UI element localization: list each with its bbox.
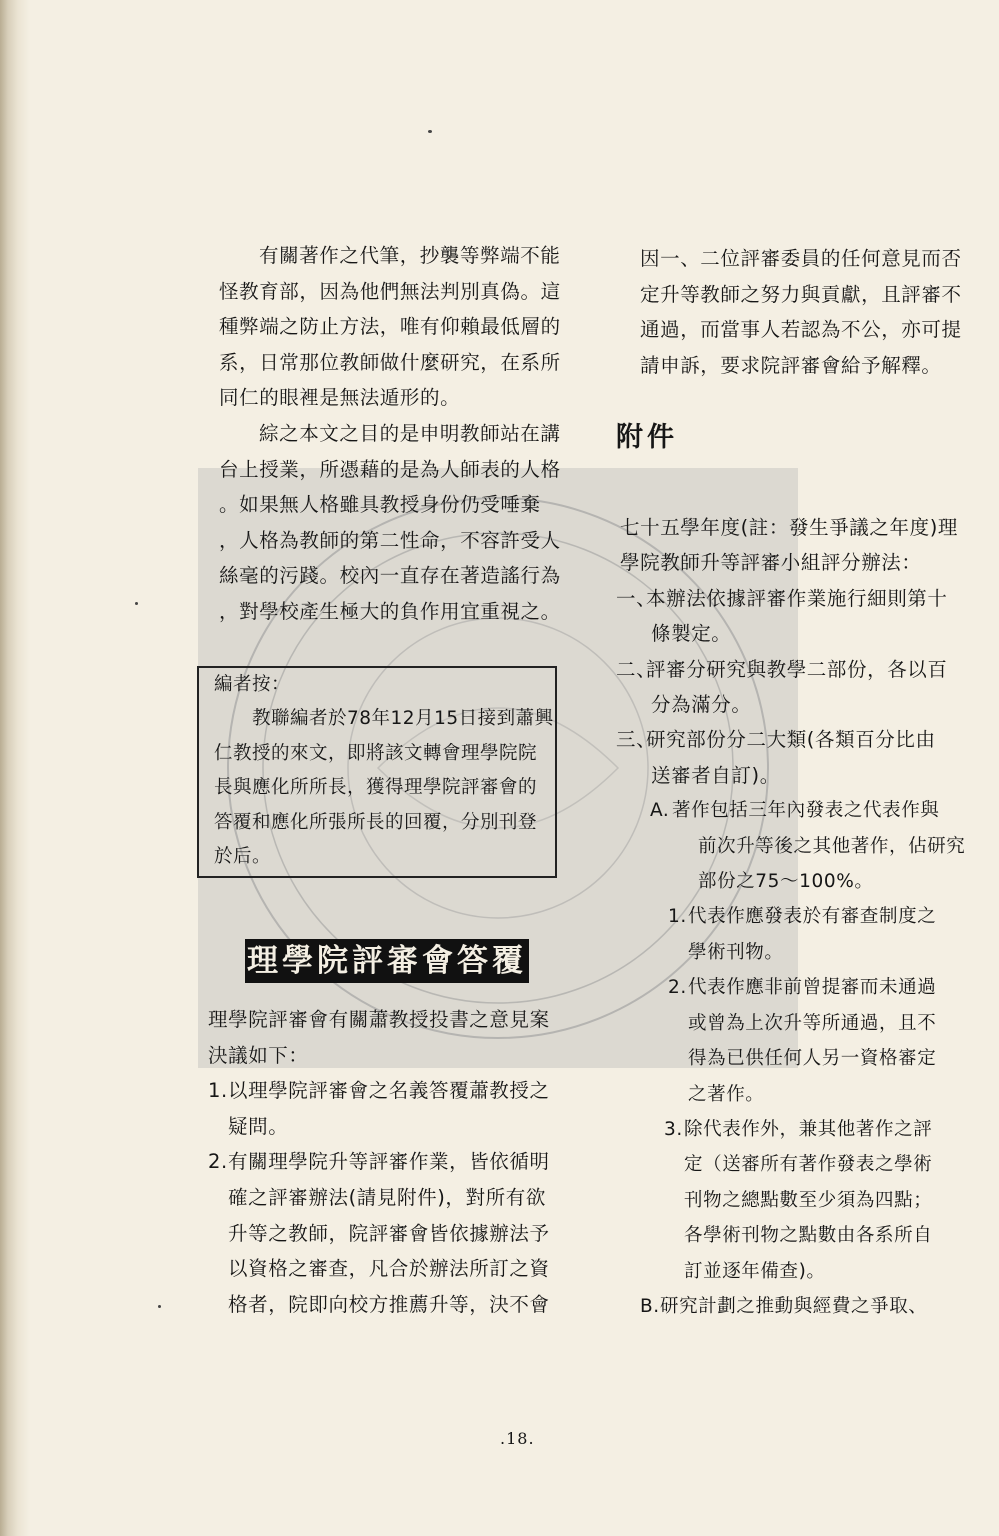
text-line: 以資格之審查，凡合於辦法所訂之資 <box>228 1257 550 1281</box>
text-line: 學院教師升等評審小組評分辦法： <box>620 551 922 575</box>
list-item <box>208 1073 548 1144</box>
text-line: 送審者自訂)。 <box>651 763 780 787</box>
text-line: 得為已供任何人另一資格審定 <box>688 1048 937 1070</box>
text-line: 定升等教師之努力與貢獻，且評審不 <box>640 282 962 306</box>
text-line: 答覆和應化所張所長的回覆，分別刊登 <box>214 811 538 833</box>
text-line: 定（送審所有著作發表之學術 <box>684 1154 933 1176</box>
text-line: 研究部份分二大類(各類百分比由 <box>646 728 936 752</box>
list-item <box>640 1289 960 1324</box>
appendix-body <box>616 510 966 1324</box>
list-item <box>668 899 960 970</box>
text-line: 部份之75～100%。 <box>698 871 874 893</box>
scan-speck <box>135 602 138 605</box>
text-line: 訂並逐年備查)。 <box>684 1260 826 1282</box>
text-line: 之著作。 <box>688 1083 765 1105</box>
appendix-title: 附件 <box>616 422 678 453</box>
text-line: 著作包括三年內發表之代表作與 <box>672 800 940 822</box>
page-binding-edge <box>0 0 30 1536</box>
list-number: 3. <box>664 1118 683 1140</box>
text-line: 分為滿分。 <box>651 693 752 717</box>
text-line: 疑問。 <box>228 1114 289 1138</box>
list-number: 2. <box>208 1150 228 1174</box>
text-line: 七十五學年度(註：發生爭議之年度)理 <box>620 516 959 539</box>
text-line: 綜之本文之目的是申明教師站在講 <box>259 421 561 445</box>
text-line: 除代表作外，兼其他著作之評 <box>684 1118 933 1140</box>
text-line: 條製定。 <box>651 622 732 646</box>
paragraph-conclusion <box>219 416 559 630</box>
text-line: 確之評審辦法(請見附件)，對所有欲 <box>228 1185 546 1209</box>
list-item <box>650 793 966 899</box>
text-line: 怪教育部，因為他們無法判別真偽。這 <box>219 279 561 303</box>
text-line: 本辦法依據評審作業施行細則第十 <box>646 586 948 610</box>
list-item <box>616 652 960 723</box>
text-line: 各學術刊物之點數由各系所自 <box>684 1225 933 1247</box>
list-number: 2. <box>668 977 687 999</box>
editor-note-label: 編者按： <box>214 674 291 695</box>
text-line: 刊物之總點數至少須為四點； <box>684 1189 933 1211</box>
text-line: ，對學校產生極大的負作用宜重視之。 <box>219 599 561 623</box>
text-line: 請申訴，要求院評審會給予解釋。 <box>640 353 942 377</box>
page-number: .18. <box>500 1429 535 1448</box>
text-line: 絲毫的污踐。校內一直存在著造謠行為 <box>219 564 561 588</box>
text-line: 教聯編者於78年12月15日接到蕭興 <box>252 708 554 730</box>
text-line: 或曾為上次升等所通過，且不 <box>688 1012 937 1034</box>
list-item <box>208 1144 548 1322</box>
left-column-text <box>219 238 559 630</box>
text-line: 仁教授的來文，即將該文轉會理學院院 <box>214 742 538 764</box>
list-number: 二、 <box>616 657 657 681</box>
text-line: 決議如下： <box>208 1043 309 1067</box>
list-number: 三、 <box>616 728 657 752</box>
text-line: 長與應化所所長，獲得理學院評審會的 <box>214 777 538 799</box>
editor-note-box <box>197 666 557 878</box>
list-item <box>668 970 960 1112</box>
list-item <box>616 722 960 793</box>
list-number: 1. <box>208 1079 228 1103</box>
list-letter: B. <box>640 1295 660 1317</box>
list-number: 一、 <box>616 586 657 610</box>
scan-speck <box>428 130 432 133</box>
text-line: 格者，院即向校方推薦升等，決不會 <box>228 1292 550 1316</box>
list-letter: A. <box>650 800 670 822</box>
text-line: 研究計劃之推動與經費之爭取、 <box>660 1295 928 1317</box>
paragraph-plagiarism <box>219 238 559 416</box>
text-line: 因一、二位評審委員的任何意見而否 <box>640 247 962 270</box>
text-line: 。如果無人格雖具教授身份仍受唾棄 <box>219 493 541 517</box>
text-line: 同仁的眼裡是無法遁形的。 <box>219 386 461 410</box>
text-line: 以理學院評審會之名義答覆蕭教授之 <box>228 1079 550 1103</box>
list-item <box>664 1112 960 1289</box>
text-line: 有關理學院升等評審作業，皆依循明 <box>228 1150 550 1174</box>
text-line: 代表作應發表於有審查制度之 <box>688 906 937 928</box>
text-line: 升等之教師，院評審會皆依據辦法予 <box>228 1221 550 1245</box>
list-number: 1. <box>668 906 687 928</box>
text-line: 評審分研究與教學二部份，各以百 <box>646 657 948 681</box>
text-line: 種弊端之防止方法，唯有仰賴最低層的 <box>219 315 561 339</box>
text-line: 代表作應非前曾提審而未通過 <box>688 977 937 999</box>
text-line: 台上授業，所憑藉的是為人師表的人格 <box>219 457 561 481</box>
reply-section-heading: 理學院評審會答覆 <box>245 939 529 983</box>
reply-body <box>208 1002 548 1322</box>
text-line: 有關著作之代筆，抄襲等弊端不能 <box>259 244 561 267</box>
text-line: 通過，而當事人若認為不公，亦可提 <box>640 318 962 342</box>
scan-speck <box>158 1305 161 1308</box>
text-line: 於后。 <box>214 846 272 868</box>
text-line: ，人格為教師的第二性命，不容許受人 <box>219 528 561 552</box>
text-line: 理學院評審會有關蕭教授投書之意見案 <box>208 1008 550 1031</box>
text-line: 前次升等後之其他著作，佔研究 <box>698 835 966 857</box>
list-item <box>616 581 960 652</box>
text-line: 系，日常那位教師做什麼研究，在系所 <box>219 350 561 374</box>
text-line: 學術刊物。 <box>688 941 784 963</box>
right-column-continuation <box>640 241 960 383</box>
